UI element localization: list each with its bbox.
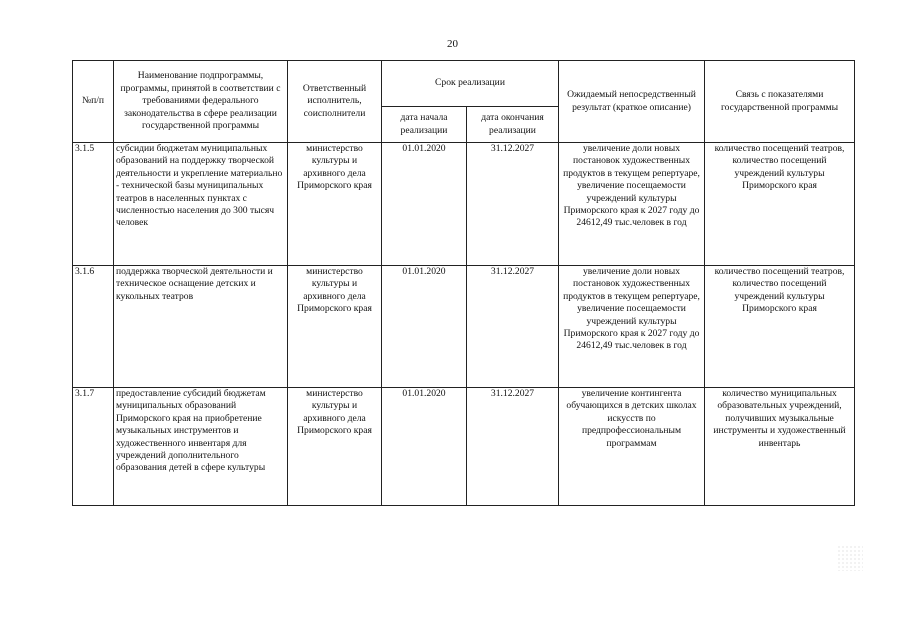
row-end: 31.12.2027 (467, 143, 559, 266)
page-number: 20 (447, 38, 458, 50)
header-row (73, 61, 855, 107)
row-start: 01.01.2020 (382, 388, 467, 506)
header-name: Наименование подпрограммы, программы, принятой в соответствии с требованиями федерального законодательства в сфере реализации государственной программы (114, 61, 288, 143)
header-end: дата окончания реализации (467, 107, 559, 143)
table-row (73, 266, 855, 388)
row-num: 3.1.7 (73, 388, 114, 506)
row-link: количество посещений театров, количество посещений учреждений культуры Приморского края (705, 143, 855, 266)
program-table (72, 60, 855, 506)
row-executor: министерство культуры и архивного дела Приморского края (288, 388, 382, 506)
table-row (73, 388, 855, 506)
row-result: увеличение доли новых постановок художественных продуктов в текущем репертуаре, увеличение посещаемости учреждений культуры Приморского края к 2027 году до 24612,49 тыс.человек в год (559, 266, 705, 388)
row-link: количество посещений театров, количество посещений учреждений культуры Приморского края (705, 266, 855, 388)
row-link: количество муниципальных образовательных учреждений, получивших музыкальные инструменты и художественный инвентарь (705, 388, 855, 506)
header-link: Связь с показателями государственной программы (705, 61, 855, 143)
row-start: 01.01.2020 (382, 266, 467, 388)
row-result: увеличение доли новых постановок художественных продуктов в текущем репертуаре, увеличение посещаемости учреждений культуры Приморского края к 2027 году до 24612,49 тыс.человек в год (559, 143, 705, 266)
row-num: 3.1.5 (73, 143, 114, 266)
row-start: 01.01.2020 (382, 143, 467, 266)
row-num: 3.1.6 (73, 266, 114, 388)
header-period: Срок реализации (382, 61, 559, 107)
header-executor: Ответственный исполнитель, соисполнители (288, 61, 382, 143)
row-name: поддержка творческой деятельности и техническое оснащение детских и кукольных театров (114, 266, 288, 388)
header-num: №п/п (73, 61, 114, 143)
row-executor: министерство культуры и архивного дела Приморского края (288, 143, 382, 266)
row-result: увеличение контингента обучающихся в детских школах искусств по предпрофессиональным программам (559, 388, 705, 506)
table-row (73, 143, 855, 266)
row-name: предоставление субсидий бюджетам муниципальных образований Приморского края на приобретение музыкальных инструментов и художественного инвентаря для учреждений дополнительного образования детей в сфере культуры (114, 388, 288, 506)
scan-artifact (837, 545, 863, 571)
header-start: дата начала реализации (382, 107, 467, 143)
row-executor: министерство культуры и архивного дела Приморского края (288, 266, 382, 388)
row-name: субсидии бюджетам муниципальных образований на поддержку творческой деятельности и укрепление материально - технической базы муниципальных театров в населенных пунктах с численностью населения до 300 тысяч человек (114, 143, 288, 266)
header-result: Ожидаемый непосредственный результат (краткое описание) (559, 61, 705, 143)
row-end: 31.12.2027 (467, 388, 559, 506)
row-end: 31.12.2027 (467, 266, 559, 388)
